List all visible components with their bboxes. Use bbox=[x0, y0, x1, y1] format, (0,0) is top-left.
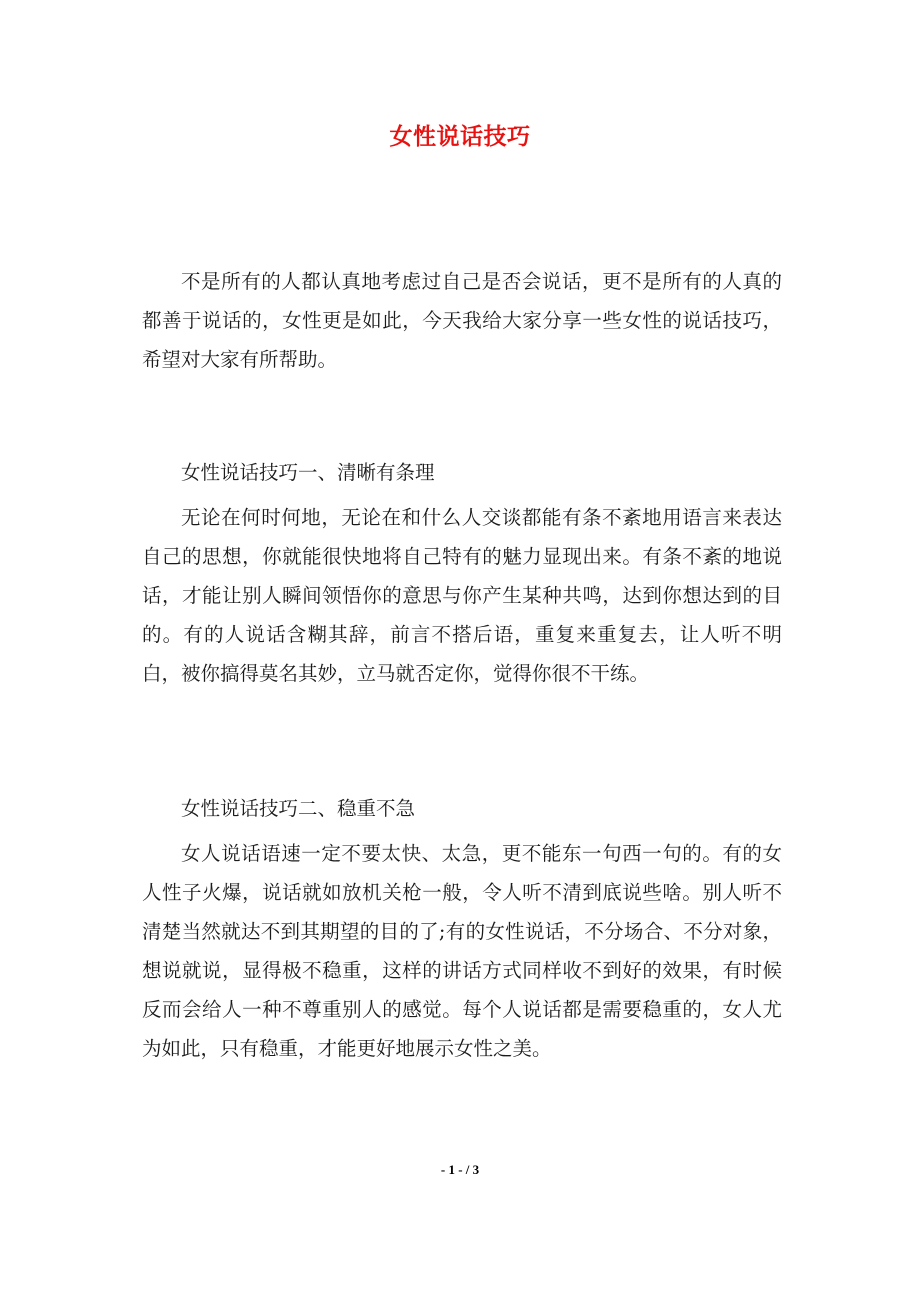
document-title: 女性说话技巧 bbox=[389, 124, 531, 150]
section2-paragraph: 女人说话语速一定不要太快、太急，更不能东一句西一句的。有的女人性子火爆，说话就如放机关枪一般，令人听不清到底说些啥。别人听不清楚当然就达不到其期望的目的了;有的女性说话，不分场合、不分对象，想说就说，显得极不稳重，这样的讲话方式同样收不到好的效果，有时候反而会给人一种不尊重别人的感觉。每个人说话都是需要稳重的，女人尤为如此，只有稳重，才能更好地展示女性之美。 bbox=[142, 842, 782, 1060]
intro-paragraph: 不是所有的人都认真地考虑过自己是否会说话，更不是所有的人真的都善于说话的，女性更是如此，今天我给大家分享一些女性的说话技巧，希望对大家有所帮助。 bbox=[142, 270, 782, 371]
page-number: - 1 - / 3 bbox=[440, 1162, 480, 1177]
section1-block bbox=[142, 453, 782, 693]
section1-paragraph: 无论在何时何地，无论在和什么人交谈都能有条不紊地用语言来表达自己的思想，你就能很快地将自己特有的魅力显现出来。有条不紊的地说话，才能让别人瞬间领悟你的意思与你产生某种共鸣，达到你想达到的目的。有的人说话含糊其辞，前言不搭后语，重复来重复去，让人听不明白，被你搞得莫名其妙，立马就否定你，觉得你很不干练。 bbox=[142, 506, 782, 685]
section2-block bbox=[142, 789, 782, 1068]
intro-block bbox=[142, 262, 782, 379]
section2-heading: 女性说话技巧二、稳重不急 bbox=[181, 797, 416, 820]
section1-heading: 女性说话技巧一、清晰有条理 bbox=[181, 461, 435, 484]
